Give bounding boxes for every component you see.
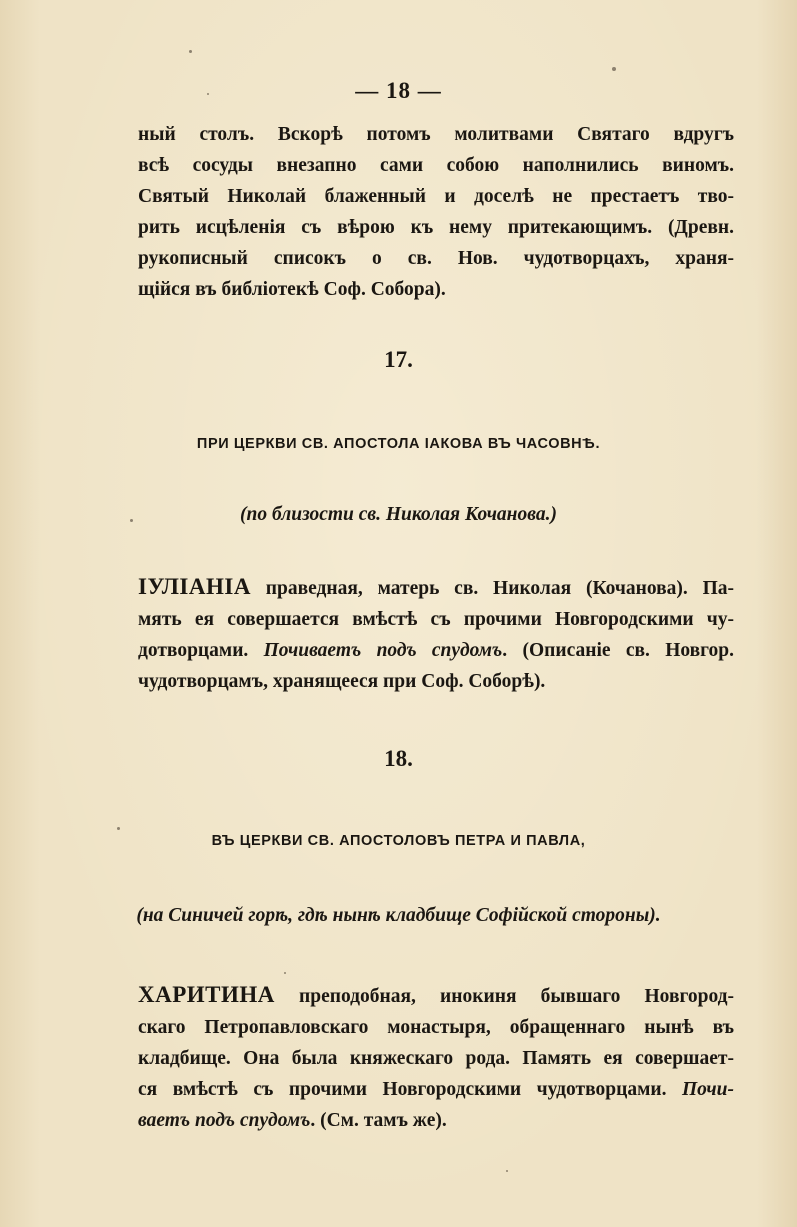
section-number-17: 17. [384,347,413,372]
text-line [138,635,734,666]
entry-name: ІУЛІАНІА [138,574,251,599]
text-line [138,979,734,1012]
text-run: преподобная, инокиня бывшаго Новгород- [274,986,734,1007]
text-line [138,571,734,604]
entry-paragraph-17 [138,571,734,697]
section-subtitle-17 [0,504,797,526]
text-line: Святый Николай блаженный и доселѣ не престаетъ тво- [138,186,734,207]
text-run: . (См. тамъ же). [310,1110,447,1131]
paper-speck [117,827,120,830]
text-run: . (Описаніе св. Новгор. [502,640,734,661]
subtitle-text: (на Синичей горѣ, гдѣ нынѣ кладбище Софійской стороны). [136,905,661,926]
entry-paragraph-18 [138,979,734,1136]
text-run: дотворцами. [138,640,264,661]
paper-speck [612,67,616,71]
paper-speck [189,50,192,53]
italic-run: Почи- [682,1079,734,1100]
paper-speck [207,93,209,95]
text-line: всѣ сосуды внезапно сами собою наполнились виномъ. [138,155,734,176]
text-run: ся вмѣстѣ съ прочими Новгородскими чудотворцами. [138,1079,682,1100]
text-line: рить исцѣленія съ вѣрою къ нему притекающимъ. (Древн. [138,217,734,238]
text-line: щійся въ библіотекѣ Соф. Собора). [138,279,446,300]
subtitle-text: (по близости св. Николая Кочанова.) [240,504,557,525]
text-line: ный столъ. Вскорѣ потомъ молитвами Святаго вдругъ [138,124,734,145]
text-line [138,1074,734,1105]
paper-speck [506,1170,508,1172]
section-heading-18: ВЪ ЦЕРКВИ СВ. АПОСТОЛОВЪ ПЕТРА И ПАВЛА, [211,833,586,849]
section-subtitle-18 [0,905,797,927]
section-heading-17: ПРИ ЦЕРКВИ СВ. АПОСТОЛА ІАКОВА ВЪ ЧАСОВНѢ. [196,436,601,452]
text-line: кладбище. Она была княжескаго рода. Память ея совершает- [138,1048,734,1069]
text-line [138,1105,734,1136]
continued-paragraph [138,119,734,305]
italic-run: Почиваетъ подъ спудомъ [263,640,503,661]
paper-speck [284,972,286,974]
italic-run: ваетъ подъ спудомъ [138,1110,311,1131]
paper-speck [130,519,133,522]
text-line: чудотворцамъ, хранящееся при Соф. Соборѣ). [138,671,546,692]
section-number-18: 18. [384,746,413,771]
text-line: мять ея совершается вмѣстѣ съ прочими Новгородскими чу- [138,609,734,630]
text-line: рукописный списокъ о св. Нов. чудотворцахъ, храня- [138,248,734,269]
text-run: праведная, матерь св. Николая (Кочанова). Па- [250,578,734,599]
text-line: скаго Петропавловскаго монастыря, обращеннаго нынѣ въ [138,1017,734,1038]
page-number: — 18 — [355,78,442,103]
entry-name: ХАРИТИНА [138,982,275,1007]
